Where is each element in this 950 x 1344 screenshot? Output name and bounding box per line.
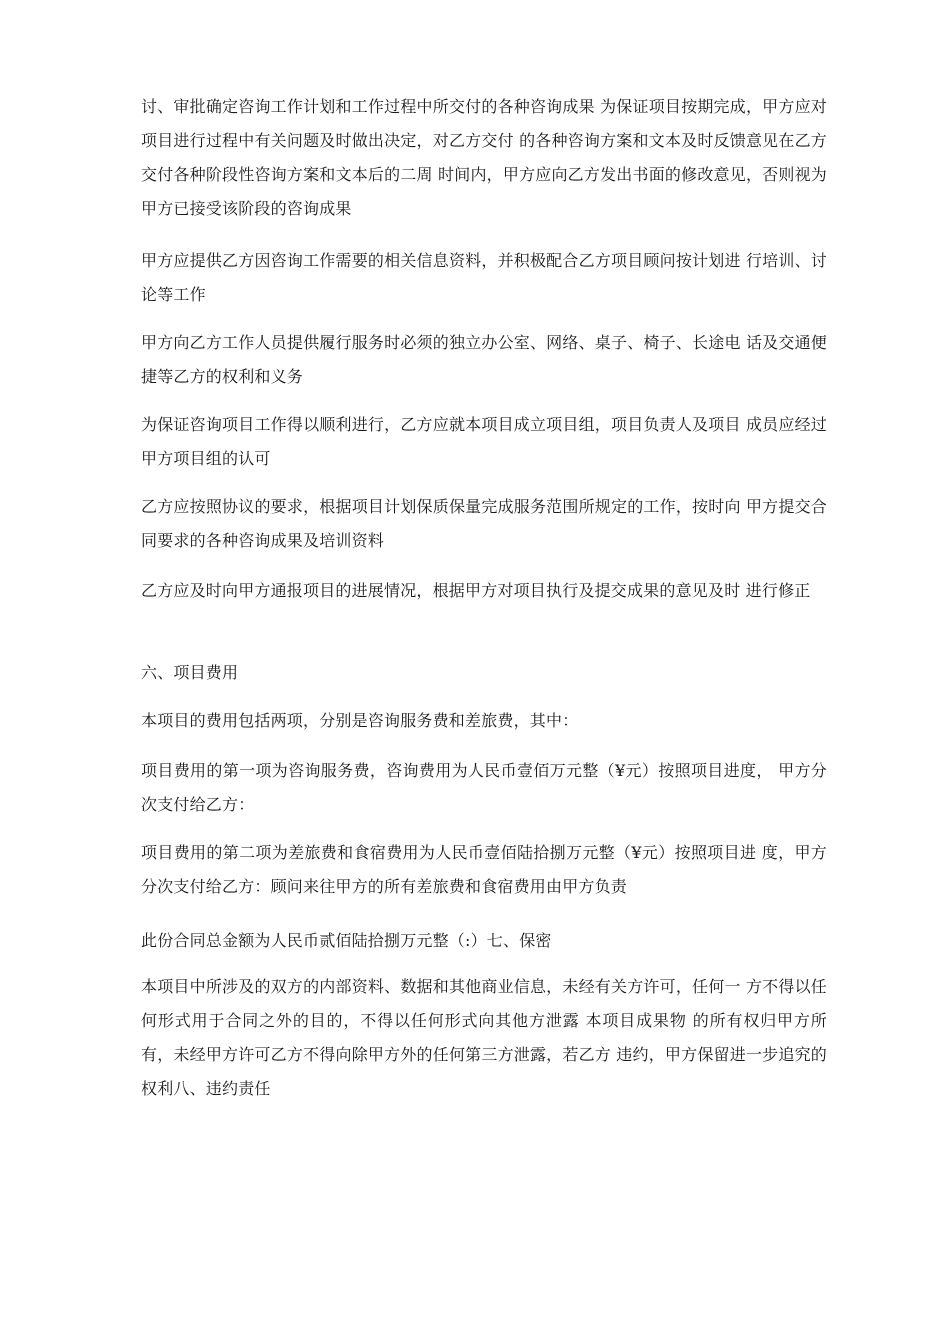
section-heading-fees: 六、项目费用: [141, 663, 239, 682]
paragraph-client-review: 讨、审批确定咨询工作计划和工作过程中所交付的各种咨询成果 为保证项目按期完成，甲方应对项目进行过程中有关问题及时做出决定，对乙方交付 的各种咨询方案和文本及时反馈意见在乙方交付各种阶段性咨询方案和文本后的二周 时间内，甲方应向乙方发出书面的修改意见，否则视为甲方已接受该阶段的咨询成果: [141, 97, 827, 218]
paragraph-consulting-fee: 项目费用的第一项为咨询服务费，咨询费用为人民币壹佰万元整（¥元）按照项目进度， 甲方分次支付给乙方：: [141, 761, 827, 814]
paragraph-confidentiality: 本项目中所涉及的双方的内部资料、数据和其他商业信息，未经有关方许可，任何一 方不得以任何形式用于合同之外的目的，不得以任何形式向其他方泄露 本项目成果物 的所有权归甲方所有，未经甲方许可乙方不得向除甲方外的任何第三方泄露，若乙方 违约，甲方保留进一步追究的权利八、违约责任: [141, 977, 827, 1098]
paragraph-deliverables: 乙方应按照协议的要求，根据项目计划保质保量完成服务范围所规定的工作，按时向 甲方提交合同要求的各种咨询成果及培训资料: [141, 497, 827, 550]
paragraph-client-facilities: 甲方向乙方工作人员提供履行服务时必须的独立办公室、网络、桌子、椅子、长途电 话及交通便捷等乙方的权利和义务: [141, 333, 827, 386]
paragraph-project-team: 为保证咨询项目工作得以顺利进行，乙方应就本项目成立项目组，项目负责人及项目 成员应经过甲方项目组的认可: [141, 415, 827, 468]
paragraph-travel-fee: 项目费用的第二项为差旅费和食宿费用为人民币壹佰陆拾捌万元整（¥元）按照项目进 度，甲方分次支付给乙方：顾问来往甲方的所有差旅费和食宿费用由甲方负责: [141, 843, 827, 896]
paragraph-client-info: 甲方应提供乙方因咨询工作需要的相关信息资料，并积极配合乙方项目顾问按计划进 行培训、讨论等工作: [141, 251, 827, 304]
paragraph-total-amount: 此份合同总金额为人民币贰佰陆拾捌万元整（:）七、保密: [141, 931, 552, 950]
paragraph-fees-overview: 本项目的费用包括两项，分别是咨询服务费和差旅费，其中：: [141, 711, 579, 730]
paragraph-progress-report: 乙方应及时向甲方通报项目的进展情况，根据甲方对项目执行及提交成果的意见及时 进行修正: [141, 581, 811, 600]
